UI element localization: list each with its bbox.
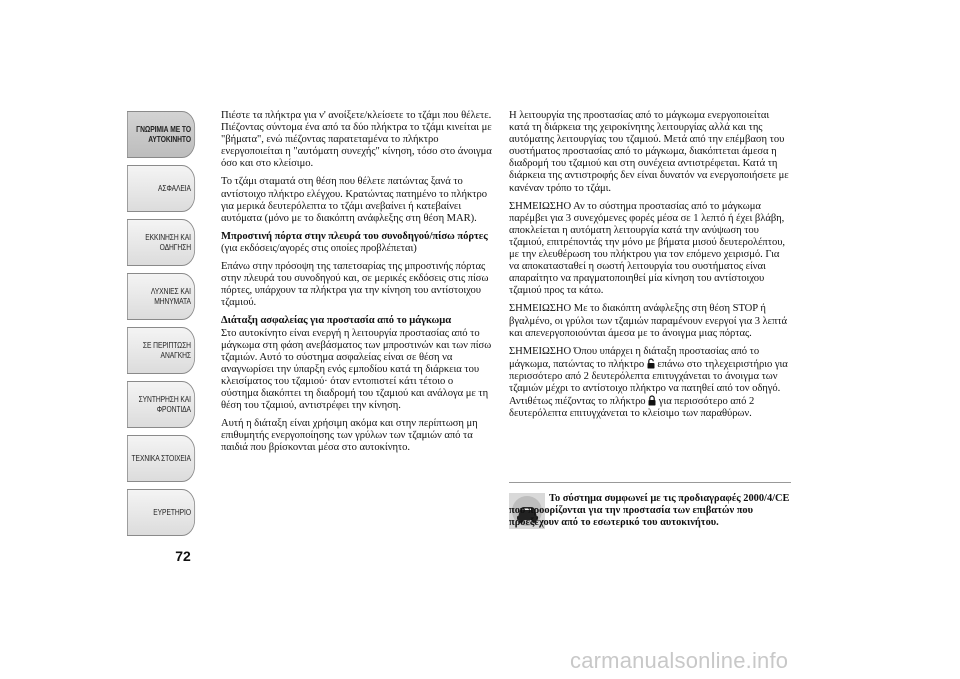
paragraph: Επάνω στην πρόσοψη της ταπετσαρίας της μπροστινής πόρτας στην πλευρά του συνοδηγού και, σε μερικές εκδόσεις στις πίσω πόρτες, υπάρχουν τα πλήκτρα για την κίνηση του αντίστοιχου τζαμιού. [221, 261, 489, 309]
section-subheading: (για εκδόσεις/αγορές στις οποίες προβλέπεται) [221, 242, 417, 254]
page-number: 72 [175, 548, 191, 564]
tab-technical-data[interactable]: ΤΕΧΝΙΚΑ ΣΤΟΙΧΕΙΑ [127, 435, 195, 482]
lock-icon [648, 395, 656, 406]
section-heading: Μπροστινή πόρτα στην πλευρά του συνοδηγού/πίσω πόρτες [221, 230, 488, 242]
paragraph: Αυτή η διάταξη είναι χρήσιμη ακόμα και στην περίπτωση μη επιθυμητής ενεργοποίησης των γρύλων των τζαμιών από τα παιδιά που βρίσκονται μέσα στο αυτοκίνητο. [221, 418, 478, 454]
note-paragraph: ΣΗΜΕΙΩΣΗΟ Όπου υπάρχει η διάταξη προστασίας από το μάγκωμα, πατώντας το πλήκτρο επάνω στο τηλεχειριστήριο για περισσότερο από 2 δευτερόλεπτα επιτυγχάνεται το άνοιγμα των τζαμιών μέχρι το αντίστοιχο πλήκτρο να πατηθεί από τον οδηγό. Αντιθέτως πιέζοντας το πλήκτρο για περισσότερο από 2 δευτερόλεπτα επιτυγχάνεται το κλείσιμο των παραθύρων. [509, 345, 788, 420]
tab-index[interactable]: ΕΥΡΕΤΗΡΙΟ [127, 489, 195, 536]
paragraph: Πιέστε τα πλήκτρα για ν' ανοίξετε/κλείσετε το τζάμι που θέλετε. Πιέζοντας σύντομα ένα από τα δύο πλήκτρα το τζάμι κινείται με "βήματα", ενώ πιέζοντας παρατεταμένα το πλήκτρο ενεργοποιείται η "αυτόματη συνεχής" κίνηση, τόσο στο άνοιγμα όσο και στο κλείσιμο. [221, 110, 492, 170]
watermark: carmanualsonline.info [570, 648, 789, 673]
paragraph: Η λειτουργία της προστασίας από το μάγκωμα ενεργοποιείται κατά τη διάρκεια της χειροκίνητης λειτουργίας αλλά και της αυτόματης λειτουργίας του τζαμιού. Μετά από την επέμβαση του συστήματος προστασίας από το μάγκωμα, διακόπτεται άμεσα η διαδρομή του τζαμιού και στη συνέχεια αντιστρέφεται. Κατά τη διάρκεια της αντιστροφής δεν είναι δυνατόν να ενεργοποιήσετε με κανέναν τρόπο το τζάμι. [509, 110, 789, 194]
environment-note-text: Το σύστημα συμφωνεί με τις προδιαγραφές 2000/4/CE που προορίζονται για την προστασία των επιβατών που προεξέχουν από το εσωτερικό του αυτοκινήτου. [509, 493, 790, 528]
tab-emergency[interactable]: ΣΕ ΠΕΡΙΠΤΩΣΗ ΑΝΑΓΚΗΣ [127, 327, 195, 374]
tab-warning-lights[interactable]: ΛΥΧΝΙΕΣ ΚΑΙ ΜΗΝΥΜΑΤΑ [127, 273, 195, 320]
paragraph: Στο αυτοκίνητο είναι ενεργή η λειτουργία προστασίας από το μάγκωμα στη φάση ανεβάσματος των μπροστινών και των πίσω τζαμιών. Αυτό το σύστημα ασφαλείας είναι σε θέση να αναγνωρίσει την ύπαρξη ενός εμποδίου κατά τη διάρκεια του κλεισίματος του τζαμιού· όταν εντοπιστεί κάτι τέτοιο ο σύστημα διακόπτει τη διαδρομή του τζαμιού και ανάλογα με τη θέση του τζαμιού, αντιστρέφει την κίνηση. [221, 327, 492, 412]
unlock-icon [647, 358, 655, 369]
tab-getting-to-know[interactable]: ΓΝΩΡΙΜΙΑ ΜΕ ΤΟ ΑΥΤΟΚΙΝΗΤΟ [127, 111, 195, 158]
section-heading: Διάταξη ασφαλείας για προστασία από το μάγκωμα [221, 315, 452, 327]
environment-note [509, 482, 791, 540]
chapter-sidebar [127, 111, 210, 541]
tab-safety[interactable]: ΑΣΦΑΛΕΙΑ [127, 165, 195, 212]
tab-starting-driving[interactable]: ΕΚΚΙΝΗΣΗ ΚΑΙ ΟΔΗΓΗΣΗ [127, 219, 195, 266]
right-column [509, 110, 791, 426]
tab-maintenance[interactable]: ΣΥΝΤΗΡΗΣΗ ΚΑΙ ΦΡΟΝΤΙΔΑ [127, 381, 195, 428]
note-paragraph: ΣΗΜΕΙΩΣΗΟ Με το διακόπτη ανάφλεξης στη θέση STOP ή βγαλμένο, οι γρύλοι των τζαμιών παραμένουν ενεργοί για 3 λεπτά και απενεργοποιούνται άμεσα με το άνοιγμα μιας πόρτας. [509, 303, 788, 339]
left-column [221, 110, 493, 460]
paragraph: Το τζάμι σταματά στη θέση που θέλετε πατώντας ξανά το αντίστοιχο πλήκτρο ελέγχου. Κρατώντας πατημένο το πλήκτρο για μερικά δευτερόλεπτα το τζάμι ανεβαίνει ή κατεβαίνει αυτόματα (μόνο με το διακόπτη ανάφλεξης στη θέση MAR). [221, 176, 487, 224]
note-paragraph: ΣΗΜΕΙΩΣΗΟ Αν το σύστημα προστασίας από το μάγκωμα παρέμβει για 3 συνεχόμενες φορές μέσα σε 1 λεπτό ή έχει βλάβη, αποκλείεται η αυτόματη λειτουργία κατά την ανύψωση του τζαμιού, επιτρέποντάς την μόνο με βήματα μισού δευτερολέπτου, με την ελευθέρωση του πλήκτρου για τον επόμενο χειρισμό. Για να αποκατασταθεί η σωστή λειτουργία του συστήματος είναι απαραίτητο να πραγματοποιηθεί μία κίνηση του αντίστοιχου τζαμιού προς τα κάτω. [509, 200, 785, 297]
